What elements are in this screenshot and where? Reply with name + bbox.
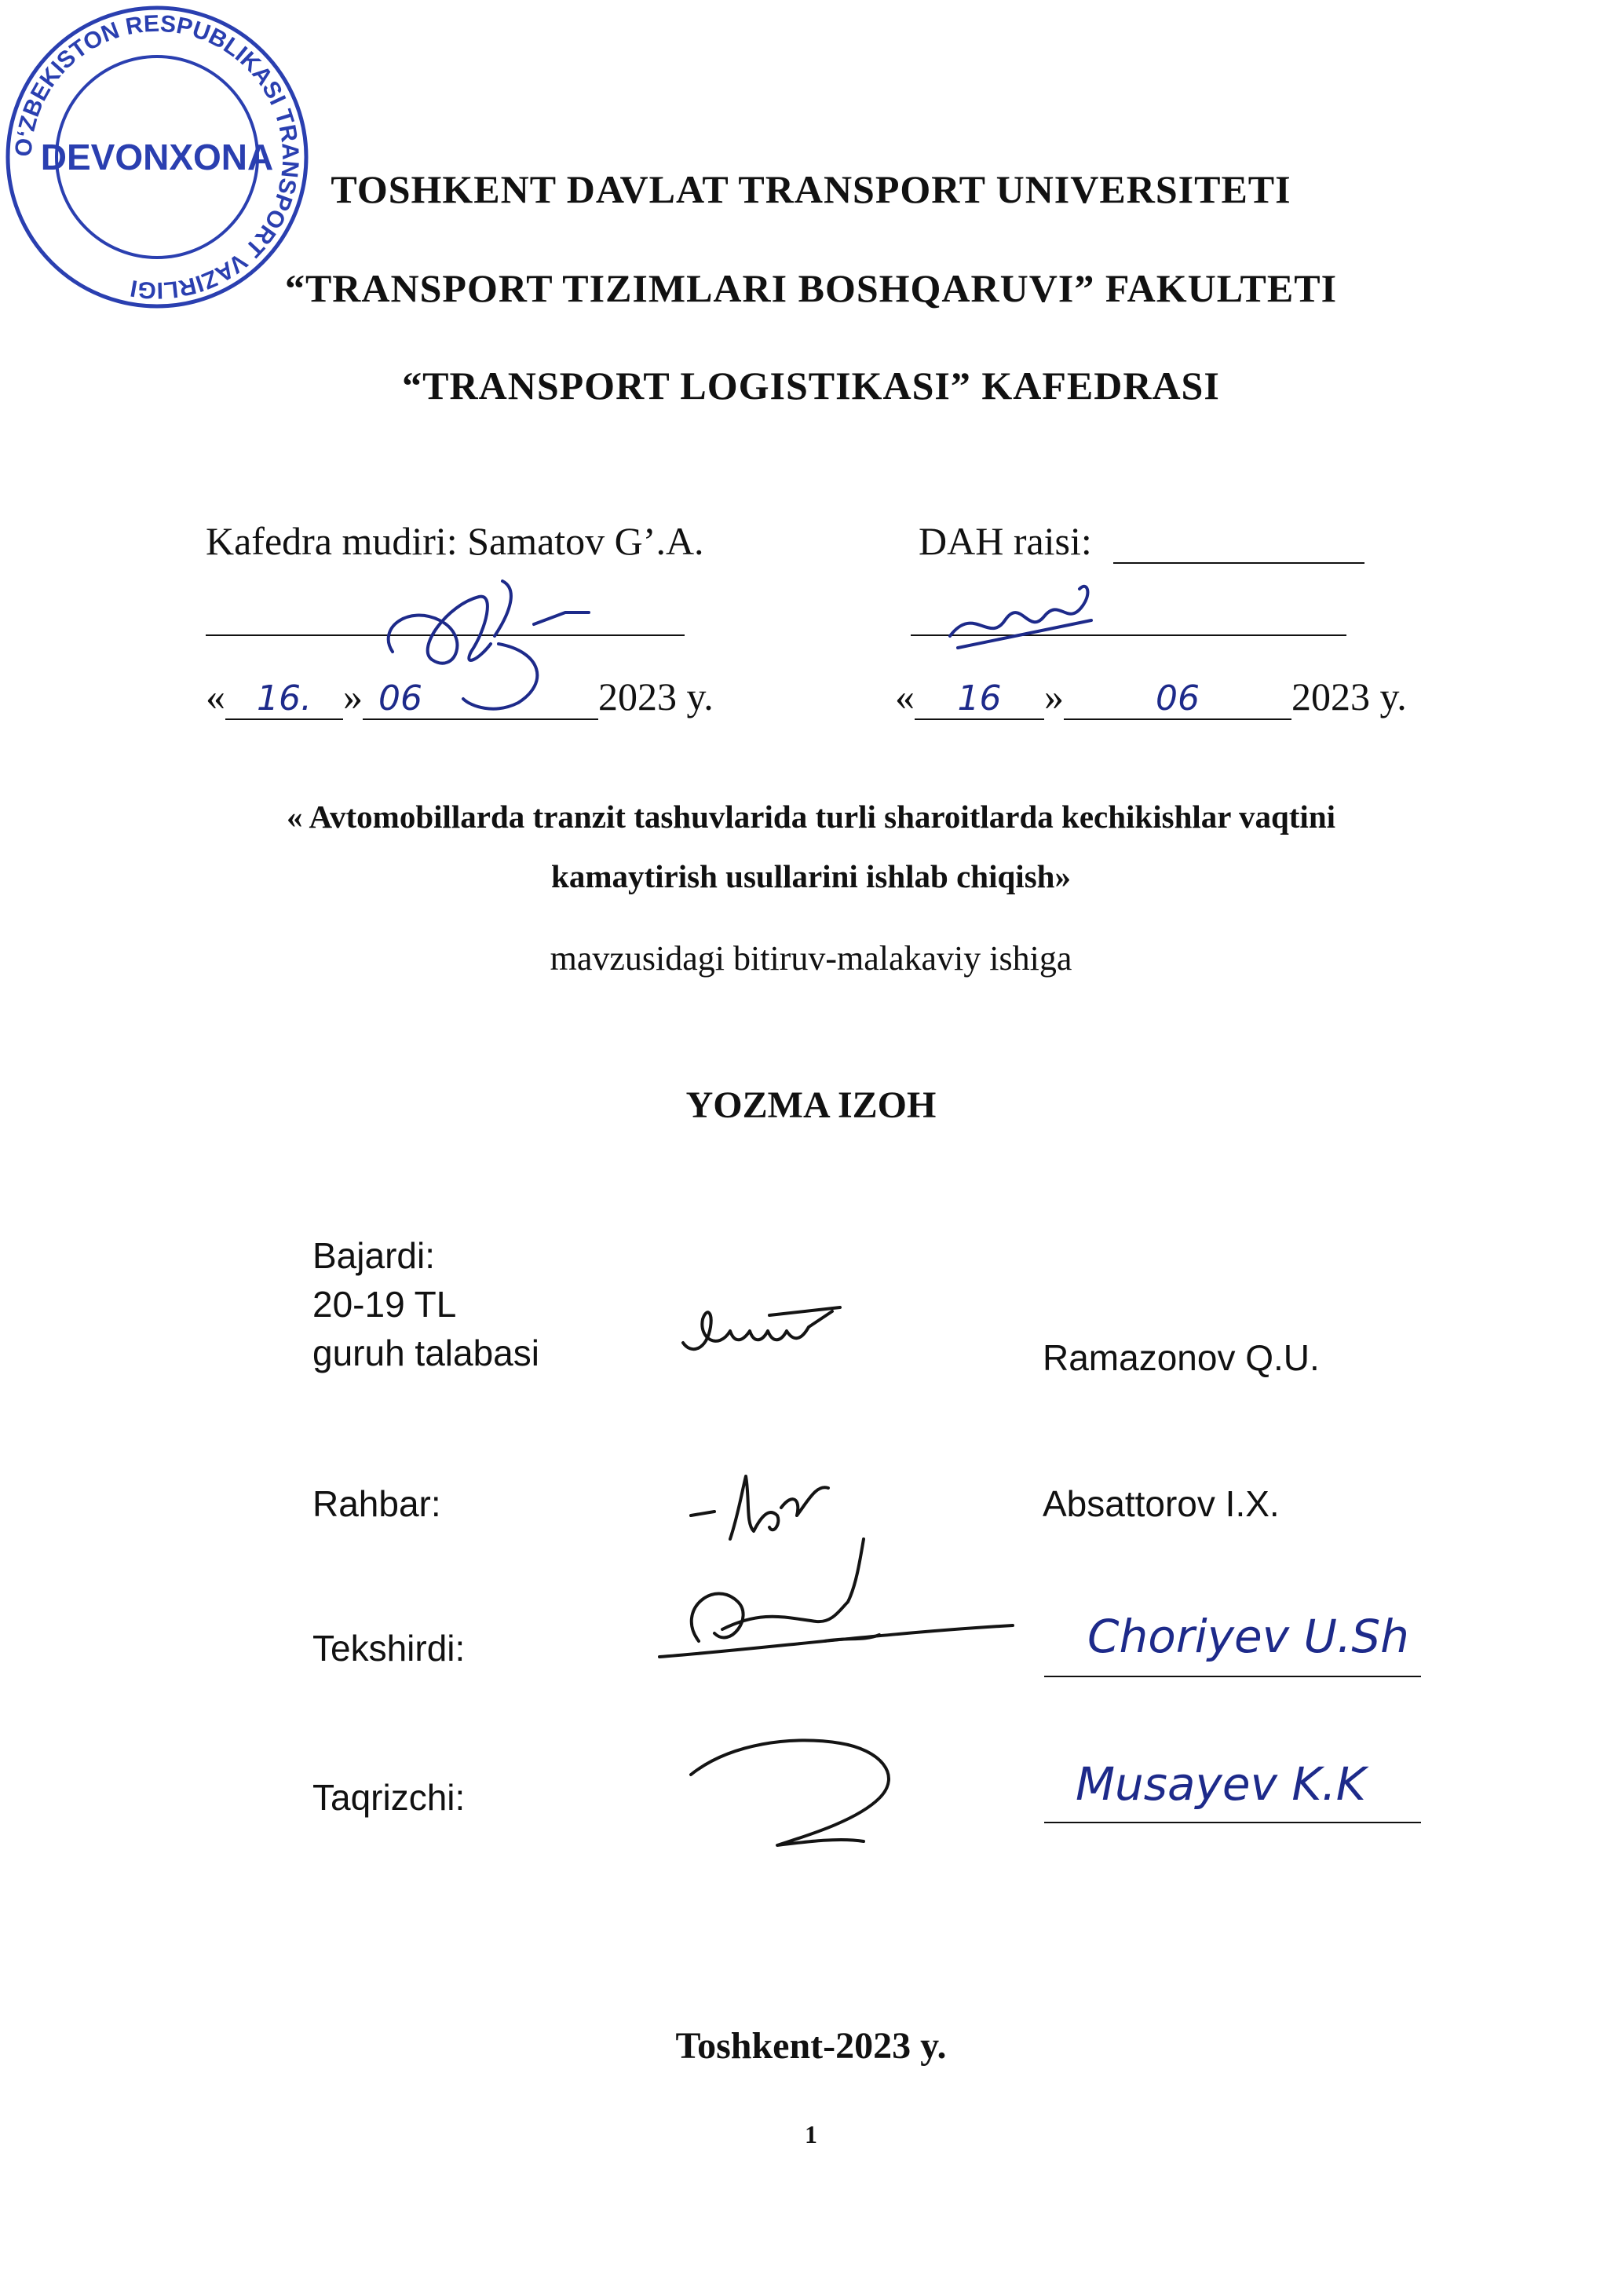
performer-role: guruh talabasi [312, 1333, 539, 1373]
date-month-field: 06 [1064, 678, 1291, 720]
checker-name: Choriyev U.Sh [1087, 1610, 1409, 1663]
head-of-department-label: Kafedra mudiri: Samatov G’.A. [206, 519, 704, 563]
supervisor-label: Rahbar: [312, 1483, 441, 1524]
stamp-center-text: DEVONXONA [40, 137, 274, 177]
date-open-quote: « [206, 675, 225, 718]
date-month-field: 06 [363, 678, 598, 720]
supervisor-name: Absattorov I.X. [1043, 1483, 1280, 1524]
checker-signature [644, 1531, 1021, 1712]
department-title: “TRANSPORT LOGISTIKASI” KAFEDRASI [402, 364, 1220, 408]
place-and-year: Toshkent-2023 y. [675, 2025, 947, 2067]
performer-label: Bajardi: [312, 1235, 435, 1276]
faculty-title: “TRANSPORT TIZIMLARI BOSHQARUVI” FAKULTETI [284, 266, 1338, 310]
date-day-field: 16 [915, 678, 1044, 720]
date-close-quote: » [343, 675, 363, 718]
performer-name: Ramazonov Q.U. [1043, 1337, 1320, 1378]
date-close-quote: » [1044, 675, 1064, 718]
dah-signature [934, 573, 1107, 667]
thesis-topic-line-1: « Avtomobillarda tranzit tashuvlarida turli sharoitlarda kechikishlar vaqtini [286, 799, 1336, 835]
university-title: TOSHKENT DAVLAT TRANSPORT UNIVERSITETI [331, 167, 1291, 211]
reviewer-label: Taqrizchi: [312, 1777, 466, 1818]
page-number: 1 [805, 2120, 817, 2148]
right-date [895, 674, 1407, 720]
stamp-ring-text: O‘ZBEKISTON RESPUBLIKASI TRANSPORT VAZIRLIGI [10, 10, 304, 304]
dah-chair-label: DAH raisi: [919, 519, 1092, 563]
reviewer-signature [683, 1727, 919, 1869]
reviewer-signature-line [1044, 1822, 1421, 1823]
checker-label: Tekshirdi: [312, 1628, 466, 1669]
thesis-subtitle: mavzusidagi bitiruv-malakaviy ishiga [550, 939, 1072, 978]
thesis-topic-line-2: kamaytirish usullarini ishlab chiqish» [551, 858, 1071, 894]
document-title: YOZMA IZOH [685, 1084, 937, 1126]
reviewer-name: Musayev K.K [1076, 1757, 1366, 1811]
head-signature [361, 558, 597, 722]
checker-signature-line [1044, 1676, 1421, 1677]
date-year: 2023 y. [598, 675, 714, 718]
date-day-field: 16. [225, 678, 343, 720]
date-year: 2023 y. [1291, 675, 1407, 718]
performer-group: 20-19 TL [312, 1284, 457, 1325]
performer-signature [675, 1296, 848, 1366]
date-open-quote: « [895, 675, 915, 718]
dah-chair-name-line [1113, 562, 1364, 564]
